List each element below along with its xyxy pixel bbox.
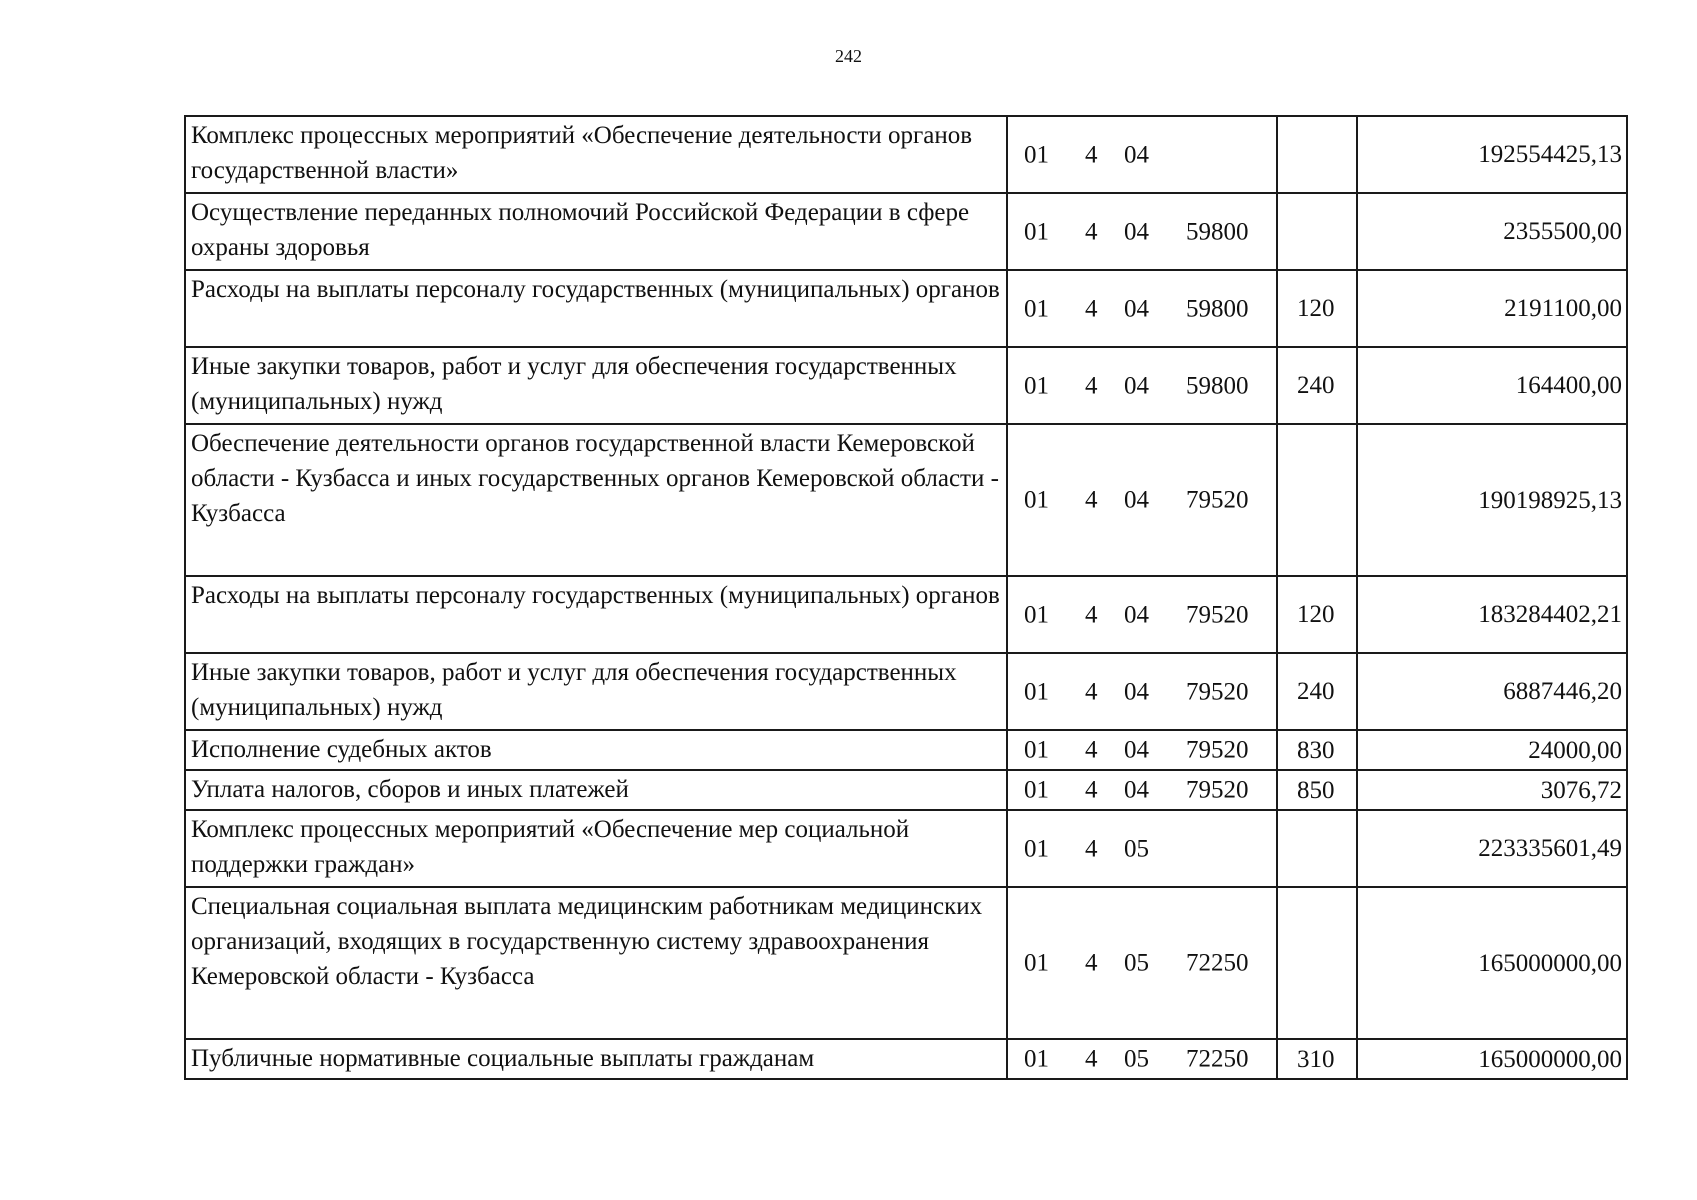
row-name: Уплата налогов, сборов и иных платежей <box>185 770 1007 810</box>
code-complex: 04 <box>1124 601 1149 628</box>
code-section: 01 <box>1024 295 1049 322</box>
code-section: 01 <box>1024 736 1049 764</box>
code-section: 01 <box>1024 141 1049 168</box>
row-code <box>1007 347 1277 424</box>
code-direction: 59800 <box>1186 295 1249 322</box>
row-amount: 2355500,00 <box>1357 193 1627 270</box>
code-complex: 04 <box>1124 295 1149 322</box>
row-name: Исполнение судебных актов <box>185 730 1007 770</box>
code-program: 4 <box>1085 218 1098 245</box>
row-name: Осуществление переданных полномочий Российской Федерации в сфере охраны здоровья <box>185 193 1007 270</box>
code-direction: 59800 <box>1186 218 1249 245</box>
code-direction: 79520 <box>1186 776 1249 804</box>
table-row <box>185 770 1627 810</box>
row-code <box>1007 270 1277 347</box>
row-name: Иные закупки товаров, работ и услуг для обеспечения государственных (муниципальных) нужд <box>185 653 1007 730</box>
row-code <box>1007 730 1277 770</box>
row-name: Иные закупки товаров, работ и услуг для обеспечения государственных (муниципальных) нужд <box>185 347 1007 424</box>
code-section: 01 <box>1024 218 1049 245</box>
code-program: 4 <box>1085 736 1098 764</box>
row-expense-type: 310 <box>1277 1039 1357 1079</box>
code-section: 01 <box>1024 835 1049 862</box>
code-complex: 04 <box>1124 372 1149 399</box>
row-code <box>1007 1039 1277 1079</box>
code-complex: 04 <box>1124 141 1149 168</box>
table-row <box>185 347 1627 424</box>
code-complex: 05 <box>1124 1045 1149 1073</box>
row-expense-type: 850 <box>1277 770 1357 810</box>
row-name: Расходы на выплаты персоналу государственных (муниципальных) органов <box>185 270 1007 347</box>
row-amount: 165000000,00 <box>1357 887 1627 1039</box>
code-complex: 04 <box>1124 486 1149 514</box>
table-row <box>185 116 1627 193</box>
code-direction: 72250 <box>1186 1045 1249 1073</box>
row-amount: 3076,72 <box>1357 770 1627 810</box>
page-number: 242 <box>835 46 862 66</box>
row-expense-type <box>1277 887 1357 1039</box>
row-name: Комплекс процессных мероприятий «Обеспечение мер социальной поддержки граждан» <box>185 810 1007 887</box>
table-row <box>185 1039 1627 1079</box>
row-code <box>1007 653 1277 730</box>
table-row <box>185 810 1627 887</box>
row-name: Расходы на выплаты персоналу государственных (муниципальных) органов <box>185 576 1007 653</box>
budget-table <box>184 115 1628 1080</box>
code-program: 4 <box>1085 678 1098 705</box>
row-amount: 223335601,49 <box>1357 810 1627 887</box>
row-code <box>1007 887 1277 1039</box>
code-direction: 72250 <box>1186 949 1249 977</box>
code-complex: 04 <box>1124 678 1149 705</box>
code-program: 4 <box>1085 295 1098 322</box>
code-direction: 79520 <box>1186 601 1249 628</box>
row-expense-type: 240 <box>1277 347 1357 424</box>
code-section: 01 <box>1024 776 1049 804</box>
row-expense-type <box>1277 193 1357 270</box>
row-code <box>1007 770 1277 810</box>
row-code <box>1007 810 1277 887</box>
row-amount: 24000,00 <box>1357 730 1627 770</box>
row-code <box>1007 193 1277 270</box>
code-section: 01 <box>1024 486 1049 514</box>
table-row <box>185 193 1627 270</box>
row-amount: 192554425,13 <box>1357 116 1627 193</box>
code-program: 4 <box>1085 486 1098 514</box>
code-section: 01 <box>1024 1045 1049 1073</box>
code-section: 01 <box>1024 601 1049 628</box>
row-amount: 183284402,21 <box>1357 576 1627 653</box>
row-expense-type <box>1277 424 1357 576</box>
code-program: 4 <box>1085 949 1098 977</box>
table-row <box>185 653 1627 730</box>
code-program: 4 <box>1085 372 1098 399</box>
table-row <box>185 576 1627 653</box>
row-name: Комплекс процессных мероприятий «Обеспечение деятельности органов государственной власти» <box>185 116 1007 193</box>
code-section: 01 <box>1024 949 1049 977</box>
row-expense-type <box>1277 810 1357 887</box>
code-program: 4 <box>1085 141 1098 168</box>
code-complex: 04 <box>1124 736 1149 764</box>
row-expense-type: 830 <box>1277 730 1357 770</box>
row-expense-type <box>1277 116 1357 193</box>
code-program: 4 <box>1085 1045 1098 1073</box>
row-name: Публичные нормативные социальные выплаты гражданам <box>185 1039 1007 1079</box>
code-direction: 59800 <box>1186 372 1249 399</box>
row-name: Специальная социальная выплата медицинским работникам медицинских организаций, входящих в государственную систему здравоохранения Кемеровской области - Кузбасса <box>185 887 1007 1039</box>
row-amount: 164400,00 <box>1357 347 1627 424</box>
code-section: 01 <box>1024 678 1049 705</box>
row-amount: 165000000,00 <box>1357 1039 1627 1079</box>
row-amount: 2191100,00 <box>1357 270 1627 347</box>
table-row <box>185 887 1627 1039</box>
row-expense-type: 120 <box>1277 270 1357 347</box>
row-code <box>1007 424 1277 576</box>
code-complex: 05 <box>1124 949 1149 977</box>
row-code <box>1007 576 1277 653</box>
row-amount: 6887446,20 <box>1357 653 1627 730</box>
row-name: Обеспечение деятельности органов государственной власти Кемеровской области - Кузбасса и иных государственных органов Кемеровской области - Кузбасса <box>185 424 1007 576</box>
row-amount: 190198925,13 <box>1357 424 1627 576</box>
code-complex: 04 <box>1124 218 1149 245</box>
code-program: 4 <box>1085 601 1098 628</box>
table-row <box>185 730 1627 770</box>
row-expense-type: 240 <box>1277 653 1357 730</box>
code-direction: 79520 <box>1186 736 1249 764</box>
code-direction: 79520 <box>1186 486 1249 514</box>
code-program: 4 <box>1085 776 1098 804</box>
code-program: 4 <box>1085 835 1098 862</box>
code-complex: 05 <box>1124 835 1149 862</box>
table-row <box>185 270 1627 347</box>
code-complex: 04 <box>1124 776 1149 804</box>
table-row <box>185 424 1627 576</box>
code-section: 01 <box>1024 372 1049 399</box>
code-direction: 79520 <box>1186 678 1249 705</box>
row-expense-type: 120 <box>1277 576 1357 653</box>
row-code <box>1007 116 1277 193</box>
